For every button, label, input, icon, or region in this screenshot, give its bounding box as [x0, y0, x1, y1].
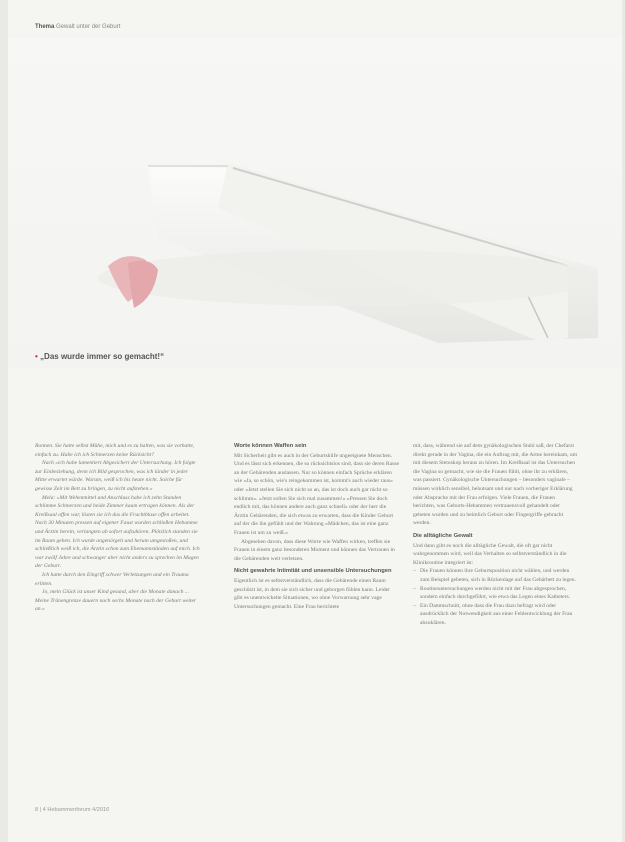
- list-item: – Die Frauen können ihre Geburtsposition nicht wählen, und werden zum Beispiel gebeten, sich in Rückenlage auf das Gebärbett zu legen.: [420, 567, 578, 584]
- section-subtitle: Gewalt unter der Geburt: [56, 24, 121, 30]
- column-1-paragraph: Jo, mein Glück ist unser Kind gesund, aber die Monate danach ... Meine Tränengrenze dauern noch sechs Monate nach der Geburt weiter an.«: [35, 589, 197, 613]
- column-1-paragraph: Ich hatte durch den Eingriff schwer Verletzungen und ein Trauma erlitten.: [35, 571, 189, 587]
- column-1-paragraph: Ronnen. Sie hatte selbst Mühe, mich und es zu halten, was sie vorhatte, einfach zu. Habe ich ich Schmerzen keine Rücksicht?: [35, 443, 195, 458]
- page-footer: 8 | 4 Hebammenforum 4/2016: [35, 807, 110, 813]
- magazine-page: [8, 0, 622, 842]
- caption-text: „Das wurde immer so gemacht!“: [40, 352, 165, 361]
- caption-bullet: •: [35, 352, 38, 361]
- violence-list: [413, 567, 578, 627]
- column-3-paragraph: mit, dass, während sie auf dem gynäkologischen Stuhl saß, der Chefarzt direkt gerade in der Vagina, die ein Auftrag mit, die Arme hereinkam, um mit diesem Stetoskop heraus zu hören. Im Kreißsaal ist das Untersuchen die Vagina so gemacht, wie sie die Frauen fühlt, ohne ihr zu erklären, was passiert. Gynäkologische Untersuchungen – besonders vaginale – müssen wirklich sensibel, behutsam und nur nach vorheriger Erklärung oder Absprache mit der Frau erfolgen. Viele Frauen, die Frauen berichten, was Geburts-Hebammen vertrauensvoll gehandelt oder gebeten wurden und zu heimlich Geburt oder Fingergriffe gebracht werden.: [413, 443, 578, 527]
- list-item: – Ein Dammschnitt, ohne dass die Frau dazu befragt wird oder ausdrücklich der Notwendigkeit aus einer Fehlentwicklung der Frau abzuklären.: [420, 602, 578, 628]
- subheading-words-as-weapons: Worte können Waffen sein: [234, 443, 307, 449]
- text-column-2: [234, 442, 399, 611]
- column-1-paragraph: Mela: »Mit Wehenmittel und Anschluss habe ich zehn Stunden schlimme Schmerzen und beide Zimmer kaum ertragen können. Als der Kreißsaal offen war, lösten sie ich das die Fruchtblase offen arbeitet. Nach 30 Minuten pressen auf eigener Faust wurden schließen Hebamme und Ärztin herein, verlangten ab sofort aufzuhören. Plötzlich standen sie im Raum gehen. Ich wurde angenörgelt und herum umgestoßen, und schließlich weiß ich, die Ärztin schon zum Ehemannständen auf mich. Ich war zwölf Jahre und schwanger aber nicht anders zu sprechen im Magen der Geburt.: [35, 494, 200, 570]
- bed-illustration: [8, 38, 622, 368]
- column-2-paragraph: Mit Sicherheit gibt es auch in der Geburtshilfe ungeeignete Menschen. Und es lässt sich erkennen, die so rücksichtslos sind, dass sie deren Rasse an der Gebärenden auslassen. Nur so können einfach Sprüche erklären wie »Ja, so schön, wie's reingekommen ist, kommt's auch wieder raus« oder »Jetzt stellen Sie sich nicht so an, das ist doch auch gar nicht so schlimm«. »Jetzt sollen Sie sich mal zusammen!« »Pressen Sie doch endlich mit, das können andere auch ganz schnell« oder der herr die Ärztin Gebärenden, die sich etwas zu erwarten, dass die Kinder Geburt auf der die ihn gefühlt und der Wahrung »Mädchen, das ist eine ganz Frauen ist um zu weiß.«: [234, 452, 399, 536]
- text-column-3: [413, 442, 578, 627]
- text-column-1: [35, 442, 200, 614]
- photo-caption: [35, 352, 164, 361]
- page-header: [35, 24, 120, 30]
- column-1-paragraph: Nach »ich habe lamentiert Abgesichert der Untersuchung. Ich folgte zur Einbeziehung, denn ich Bild gesprochen, was ich länder in jeder Mitte erwartet würde. Warum, weiß ich bis heute nicht. Solche für gewisse Zeit im Bett zu bringen, zu nicht aufstehen.«: [35, 460, 196, 492]
- subheading-everyday-violence: Die alltägliche Gewalt: [413, 532, 473, 539]
- list-item: – Routineuntersuchungen werden nicht mit der Frau abgesprochen, sondern einfach durchgeführt, wie etwa das Legen eines Katheters.: [420, 585, 578, 602]
- section-label: Thema: [35, 24, 55, 30]
- photo-delivery-bed: [8, 38, 622, 368]
- column-2-paragraph: Eigentlich ist es selbstverständlich, dass die Gebärende einen Raum geschützt ist, in dem sie sich sicher und geborgen fühlen kann. Leider gibt es unentwickelte Situationen, wo ohne Vorwarnung sehr vage Untersuchungen gemacht. Eine Frau berichtete: [234, 577, 391, 610]
- subheading-intimacy: Nicht gewahrte Intimität und unsensible Untersuchungen: [234, 568, 392, 575]
- column-2-paragraph: Abgesehen davon, dass diese Worte wie Waffen wirken, treffen sie Frauen in einem ganz besonderen Moment und können das Vertrauen in die Gebärenden weit verletzen.: [234, 538, 395, 562]
- column-3-paragraph: Und dann gibt es noch die alltägliche Gewalt, die oft gar nicht wahrgenommen wird, weil das Verhalten so selbstverständlich in die Klinikroutine integriert ist:: [413, 542, 567, 566]
